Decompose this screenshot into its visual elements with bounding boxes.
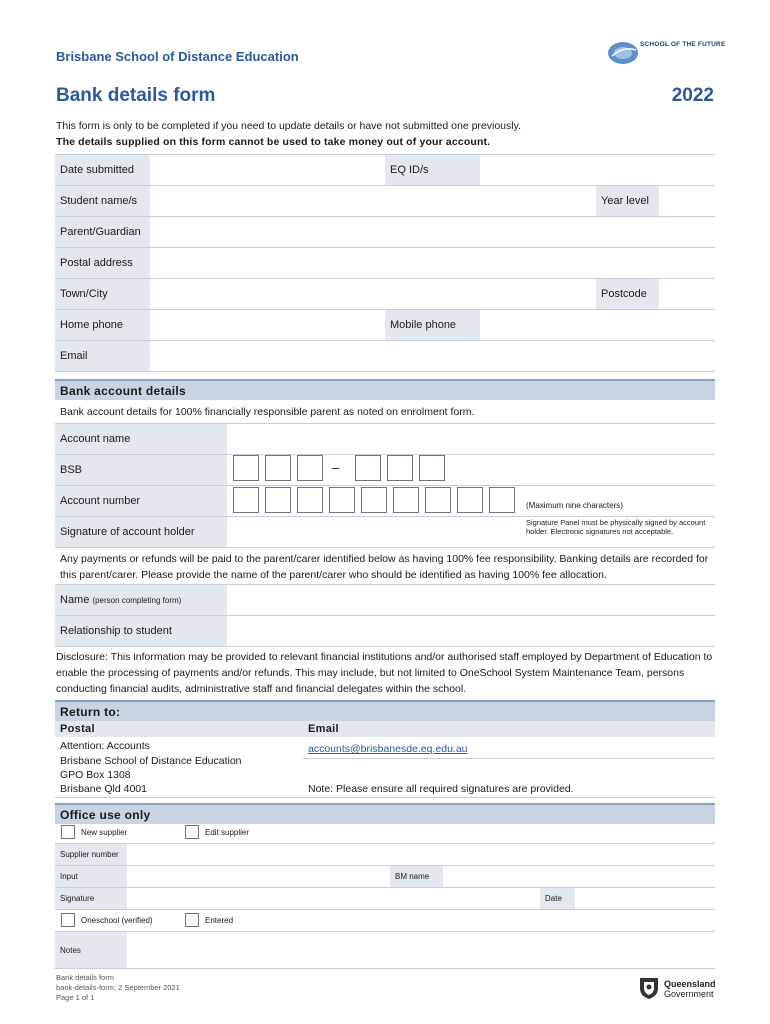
signatures-note: Note: Please ensure all required signatures are provided. xyxy=(308,783,574,795)
footer-version: bank-details-form; 2 September 2021 xyxy=(56,983,180,992)
email-link[interactable]: accounts@brisbanesde.eq.edu.au xyxy=(308,743,468,755)
row-office-signature xyxy=(55,888,715,910)
bank-subtitle: Bank account details for 100% financially responsible parent as noted on enrolment form. xyxy=(60,406,475,418)
eq-id-field[interactable] xyxy=(480,155,715,185)
account-digit-box[interactable] xyxy=(393,487,419,513)
email-label: Email xyxy=(55,341,150,371)
input-field[interactable] xyxy=(127,866,390,887)
address-line: Brisbane Qld 4001 xyxy=(60,783,147,795)
office-signature-label: Signature xyxy=(55,888,127,909)
oneschool-label: Oneschool (verified) xyxy=(81,916,153,925)
bsb-digit-box[interactable] xyxy=(419,455,445,481)
return-section-heading: Return to: xyxy=(55,700,715,721)
row-supplier-number xyxy=(55,844,715,866)
office-date-field[interactable] xyxy=(575,888,715,909)
postal-address-field[interactable] xyxy=(150,248,715,278)
gov-label: Government xyxy=(664,989,714,999)
name-label-sub: (person completing form) xyxy=(92,595,182,605)
row-input xyxy=(55,866,715,888)
divider xyxy=(55,797,715,798)
notes-row xyxy=(55,932,715,969)
row-name xyxy=(55,585,715,616)
new-supplier-checkbox[interactable] xyxy=(61,825,75,839)
account-digit-box[interactable] xyxy=(425,487,451,513)
edit-supplier-label: Edit supplier xyxy=(205,828,250,837)
office-section-heading: Office use only xyxy=(55,803,715,824)
supplier-number-label: Supplier number xyxy=(55,844,127,865)
relationship-label: Relationship to student xyxy=(55,616,227,646)
row-student xyxy=(55,186,715,217)
mobile-phone-label: Mobile phone xyxy=(385,310,480,340)
return-header-row xyxy=(55,721,715,737)
bsb-label: BSB xyxy=(55,455,227,485)
year-level-field[interactable] xyxy=(659,186,715,216)
account-digit-box[interactable] xyxy=(297,487,323,513)
town-city-field[interactable] xyxy=(150,279,596,309)
name-label xyxy=(55,585,227,615)
new-supplier-label: New supplier xyxy=(81,828,128,837)
date-submitted-field[interactable] xyxy=(150,155,385,185)
address-line: Brisbane School of Distance Education xyxy=(60,755,242,767)
postal-label: Postal xyxy=(60,723,95,735)
notes-field[interactable] xyxy=(127,932,715,968)
max-chars-note: (Maximum nine characters) xyxy=(526,501,623,510)
bsb-dash: – xyxy=(332,460,340,475)
postcode-label: Postcode xyxy=(596,279,659,309)
bm-name-label: BM name xyxy=(390,866,443,887)
relationship-field[interactable] xyxy=(227,616,715,646)
gov-name: Queensland xyxy=(664,979,716,989)
account-digit-box[interactable] xyxy=(329,487,355,513)
row-parent xyxy=(55,217,715,248)
account-digit-box[interactable] xyxy=(265,487,291,513)
disclosure-text: Disclosure: This information may be provided to relevant financial institutions and/or authorised staff employed by Department of Education to enable the processing of payments and/or refunds. This may include, but not limited to OneSchool System Maintenance Team, persons conducting financial audits, administrative staff and financial delegates within the school. xyxy=(56,651,713,695)
entered-label: Entered xyxy=(205,916,234,925)
row-bsb xyxy=(55,455,715,486)
row-phone xyxy=(55,310,715,341)
signature-panel-note: Signature Panel must be physically signed by account holder. Electronic signatures not acceptable. xyxy=(526,518,706,536)
personal-details-grid xyxy=(55,155,715,372)
account-digit-box[interactable] xyxy=(457,487,483,513)
account-name-field[interactable] xyxy=(227,424,715,454)
student-names-label: Student name/s xyxy=(55,186,150,216)
eq-id-label: EQ ID/s xyxy=(385,155,480,185)
supplier-number-field[interactable] xyxy=(127,844,715,865)
name-field[interactable] xyxy=(227,585,715,615)
office-signature-field[interactable] xyxy=(127,888,540,909)
logo-text: SCHOOL OF THE FUTURE xyxy=(640,41,726,48)
address-line: GPO Box 1308 xyxy=(60,769,131,781)
edit-supplier-checkbox[interactable] xyxy=(185,825,199,839)
oneschool-checkbox[interactable] xyxy=(61,913,75,927)
payments-note: Any payments or refunds will be paid to the parent/carer identified below as having 100% fee responsibility. Banking details are recorded for this parent/carer. Please provide the name of the parent/carer who should be identified as having 100% fee allocation. xyxy=(60,553,709,581)
parent-guardian-label: Parent/Guardian xyxy=(55,217,150,247)
bsb-digit-box[interactable] xyxy=(355,455,381,481)
intro-text: This form is only to be completed if you need to update details or have not submitted one previously. xyxy=(56,120,521,132)
home-phone-field[interactable] xyxy=(150,310,385,340)
email-heading: Email xyxy=(308,723,339,735)
bm-name-field[interactable] xyxy=(443,866,715,887)
postal-address-label: Postal address xyxy=(55,248,150,278)
postcode-field[interactable] xyxy=(659,279,715,309)
entered-checkbox[interactable] xyxy=(185,913,199,927)
name-label-text: Name xyxy=(60,594,90,606)
bsb-digit-box[interactable] xyxy=(233,455,259,481)
email-field[interactable] xyxy=(150,341,715,371)
account-digit-box[interactable] xyxy=(489,487,515,513)
date-submitted-label: Date submitted xyxy=(55,155,150,185)
account-number-label: Account number xyxy=(55,486,227,516)
bsb-digit-box[interactable] xyxy=(265,455,291,481)
year-level-label: Year level xyxy=(596,186,659,216)
footer-page: Page 1 of 1 xyxy=(56,993,95,1002)
queensland-crest-icon xyxy=(636,974,662,1000)
mobile-phone-field[interactable] xyxy=(480,310,715,340)
row-email xyxy=(55,341,715,372)
intro-bold-text: The details supplied on this form cannot be used to take money out of your account. xyxy=(56,136,491,148)
account-digit-box[interactable] xyxy=(361,487,387,513)
signature-field[interactable] xyxy=(227,517,517,547)
signature-label: Signature of account holder xyxy=(55,517,227,547)
home-phone-label: Home phone xyxy=(55,310,150,340)
payer-grid xyxy=(55,585,715,647)
school-name: Brisbane School of Distance Education xyxy=(56,49,299,64)
input-label: Input xyxy=(55,866,127,887)
row-account-name xyxy=(55,424,715,455)
account-name-label: Account name xyxy=(55,424,227,454)
notes-label: Notes xyxy=(55,932,127,968)
form-year: 2022 xyxy=(671,85,714,106)
bsb-digit-box[interactable] xyxy=(297,455,323,481)
bsb-digit-box[interactable] xyxy=(387,455,413,481)
office-date-label: Date xyxy=(540,888,575,909)
address-line: Attention: Accounts xyxy=(60,740,150,752)
row-postal xyxy=(55,248,715,279)
divider xyxy=(303,758,715,759)
student-names-field[interactable] xyxy=(150,186,596,216)
row-town xyxy=(55,279,715,310)
row-relationship xyxy=(55,616,715,647)
bank-section-heading: Bank account details xyxy=(55,379,715,400)
parent-guardian-field[interactable] xyxy=(150,217,715,247)
town-city-label: Town/City xyxy=(55,279,150,309)
office-grid xyxy=(55,844,715,910)
account-digit-box[interactable] xyxy=(233,487,259,513)
footer-form-name: Bank details form xyxy=(56,973,114,982)
row-date xyxy=(55,155,715,186)
page-title: Bank details form xyxy=(56,85,216,106)
